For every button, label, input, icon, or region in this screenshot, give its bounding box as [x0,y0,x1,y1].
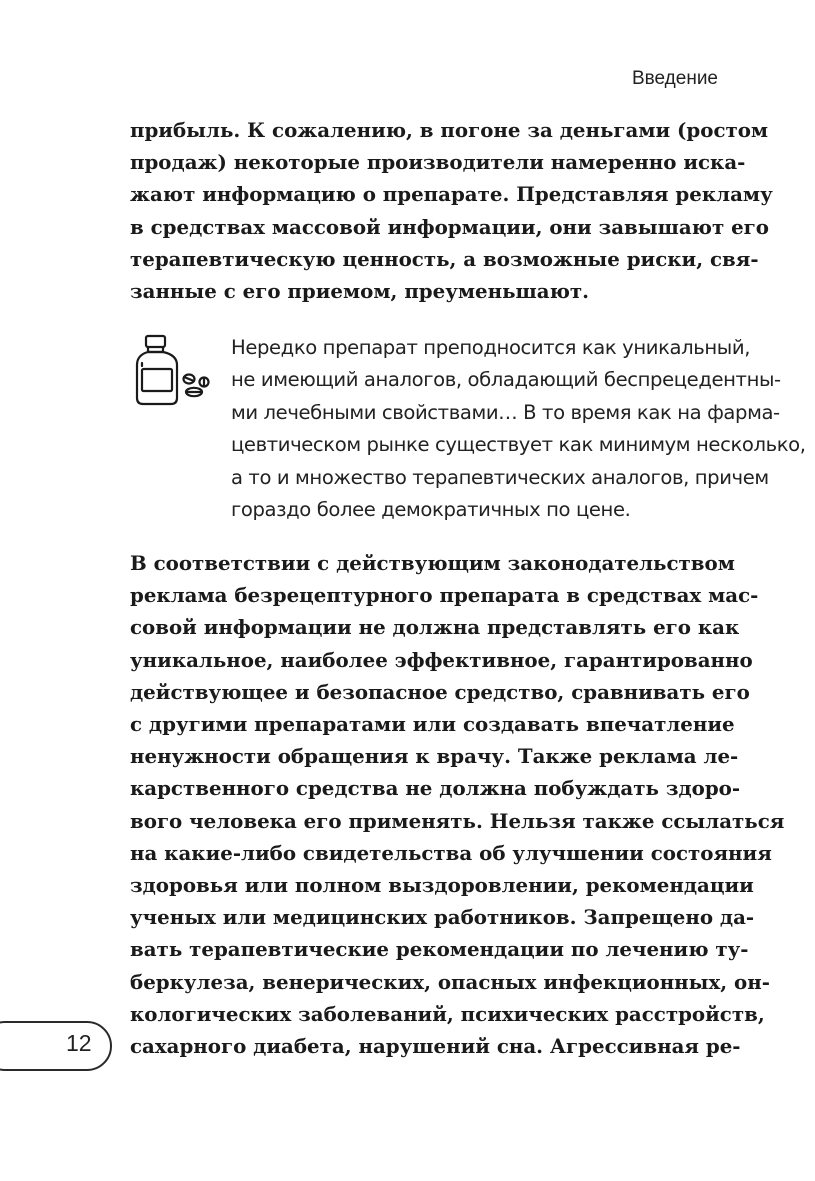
text-line: жают информацию о препарате. Представляя рекламу [130,182,773,207]
text-line: в средствах массовой информации, они завышают его [130,214,769,239]
text-line: вать терапевтические рекомендации по лечению ту- [130,937,749,962]
note-line: гораздо более демократичных по цене. [231,498,631,522]
note-line: цевтическом рынке существует как минимум несколько, [231,433,806,457]
text-line: уникальное, наиболее эффективное, гарантированно [130,647,753,672]
text-line: карственного средства не должна побуждать здоро- [130,776,741,801]
page-number: 12 [66,1030,92,1056]
text-line: ученых или медицинских работников. Запрещено да- [130,905,755,930]
running-header: Введение [631,68,718,89]
page-number-tab [0,1021,112,1071]
text-line: с другими препаратами или создавать впечатление [130,712,735,737]
body-paragraph-2 [130,547,785,1062]
text-line: сахарного диабета, нарушений сна. Агрессивная ре- [130,1034,741,1059]
sidebar-note [231,332,806,526]
text-line: занные с его приемом, преуменьшают. [130,279,590,304]
text-line: реклама безрецептурного препарата в средствах мас- [130,583,759,608]
text-line: действующее и безопасное средство, сравнивать его [130,679,750,704]
note-line: а то и множество терапевтических аналогов, причем [231,465,769,489]
text-line: прибыль. К сожалению, в погоне за деньгами (ростом [130,118,769,142]
note-line: не имеющий аналогов, обладающий беспрецедентны- [231,368,781,392]
text-line: вого человека его применять. Нельзя также ссылаться [130,808,785,833]
text-line: продаж) некоторые производители намеренно иска- [130,150,746,175]
text-line: на какие-либо свидетельства об улучшении состояния [130,840,772,865]
text-line: здоровья или полном выздоровлении, рекомендации [130,873,754,898]
note-line: Нередко препарат преподносится как уникальный, [231,336,751,359]
body-paragraph-1 [130,114,773,307]
text-line: совой информации не должна представлять его как [130,615,740,640]
text-line: беркулеза, венерических, опасных инфекционных, он- [130,969,770,994]
text-line: кологических заболеваний, психических расстройств, [130,1001,765,1026]
note-line: ми лечебными свойствами… В то время как на фарма- [231,400,780,424]
text-line: ненужности обращения к врачу. Также реклама ле- [130,744,739,769]
text-line: В соответствии с действующим законодательством [130,551,735,575]
medicine-bottle-pills-icon [133,333,218,408]
text-line: терапевтическую ценность, а возможные риски, свя- [130,246,759,271]
